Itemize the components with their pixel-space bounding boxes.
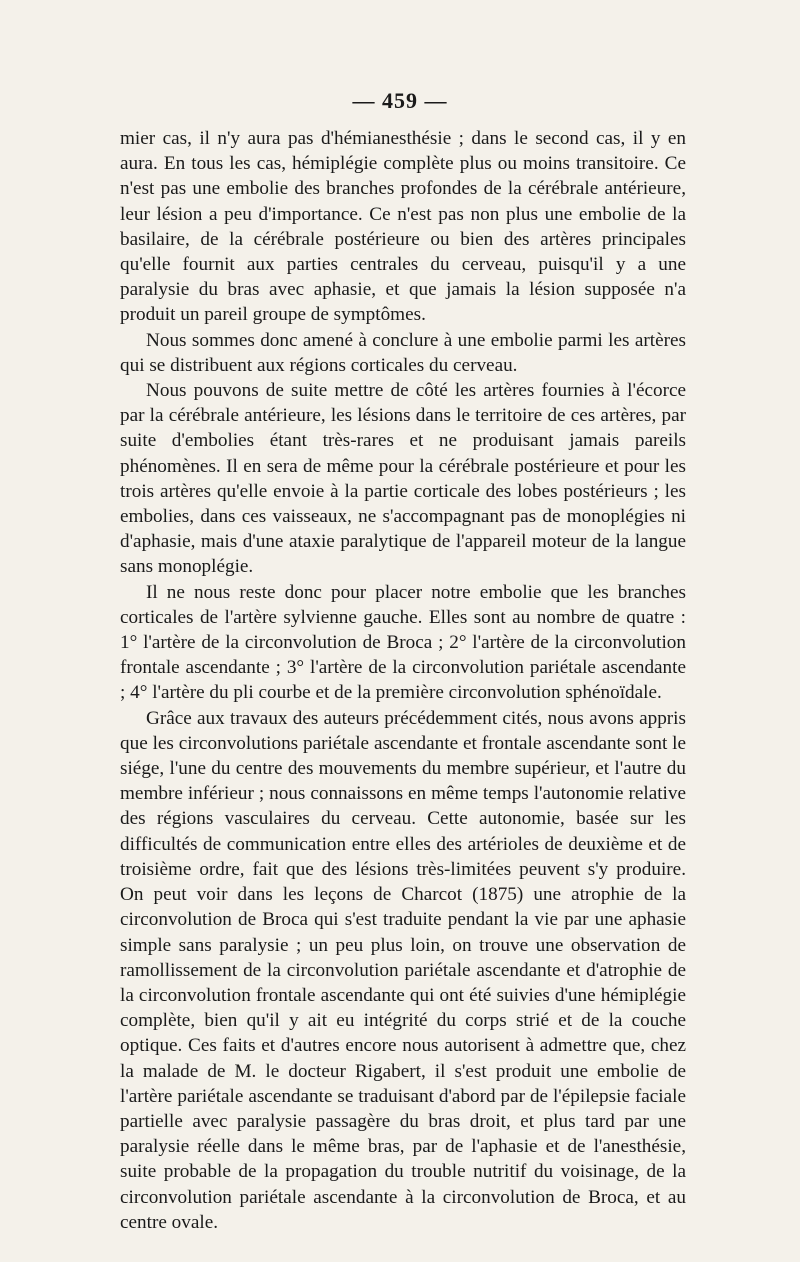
page-number-header: — 459 — — [352, 88, 448, 113]
paragraph-arteries-excluded: Nous pouvons de suite mettre de côté les artères fournies à l'écorce par la cérébrale antérieure, les lésions dans le territoire de ces artères, par suite d'embolies étant très-rares et ne produisant jamais pareils phénomènes. Il en sera de même pour la cérébrale postérieure et pour les trois artères qu'elle envoie à la partie corticale des lobes postérieurs ; les embolies, dans ces vaisseaux, ne s'accompagnant pas de monoplégies ni d'aphasie, mais d'une ataxie paralytique de l'appareil moteur de la langue sans monoplégie. — [120, 380, 686, 578]
body-text — [120, 126, 686, 1235]
paragraph-circonvolutions: Grâce aux travaux des auteurs précédemment cités, nous avons appris que les circonvolutions pariétale ascendante et frontale ascendante sont le siége, l'une du centre des mouvements du membre supérieur, et l'autre du membre inférieur ; nous connaissons en même temps l'autonomie relative des régions vasculaires du cerveau. Cette autonomie, basée sur les difficultés de communication entre elles des artérioles de deuxième et de troisième ordre, fait que des lésions très-limitées peuvent s'y produire. On peut voir dans les leçons de Charcot (1875) une atrophie de la circonvolution de Broca qui s'est traduite pendant la vie par une aphasie simple sans paralysie ; un peu plus loin, on trouve une observation de ramollissement de la circonvolution pariétale ascendante et d'atrophie de la circonvolution frontale ascendante qui ont été suivies d'une hémiplégie complète, bien qu'il y ait eu intégrité du corps strié et de la couche optique. Ces faits et d'autres encore nous autorisent à admettre que, chez la malade de M. le docteur Rigabert, il s'est produit une embolie de l'artère pariétale ascendante se traduisant d'abord par de l'épilepsie faciale partielle avec paralysie passagère du bras droit, et plus tard par une paralysie réelle dans le même bras, par de l'aphasie et de l'anesthésie, suite probable de la propagation du trouble nutritif du voisinage, de la circonvolution pariétale ascendante à la circonvolution de Broca, et au centre ovale. — [120, 707, 686, 1233]
paragraph-conclusion: Nous sommes donc amené à conclure à une embolie parmi les artères qui se distribuent aux régions corticales du cerveau. — [120, 329, 686, 376]
paragraph-sylvian-branches: Il ne nous reste donc pour placer notre embolie que les branches corticales de l'artère sylvienne gauche. Elles sont au nombre de quatre : 1° l'artère de la circonvolution de Broca ; 2° l'artère de la circonvolution frontale ascendante ; 3° l'artère de la circonvolution pariétale ascendante ; 4° l'artère du pli courbe et de la première circonvolution sphénoïdale. — [120, 581, 686, 704]
paragraph-continuation: mier cas, il n'y aura pas d'hémianesthésie ; dans le second cas, il y en aura. En tous les cas, hémiplégie complète plus ou moins transitoire. Ce n'est pas une embolie des branches profondes de la cérébrale antérieure, leur lésion a peu d'importance. Ce n'est pas non plus une embolie de la basilaire, de la cérébrale postérieure ou bien des artères principales qu'elle fournit aux parties centrales du cerveau, puisqu'il y a une paralysie du bras avec aphasie, et que jamais la lésion supposée n'a produit un pareil groupe de symptômes. — [120, 128, 686, 326]
